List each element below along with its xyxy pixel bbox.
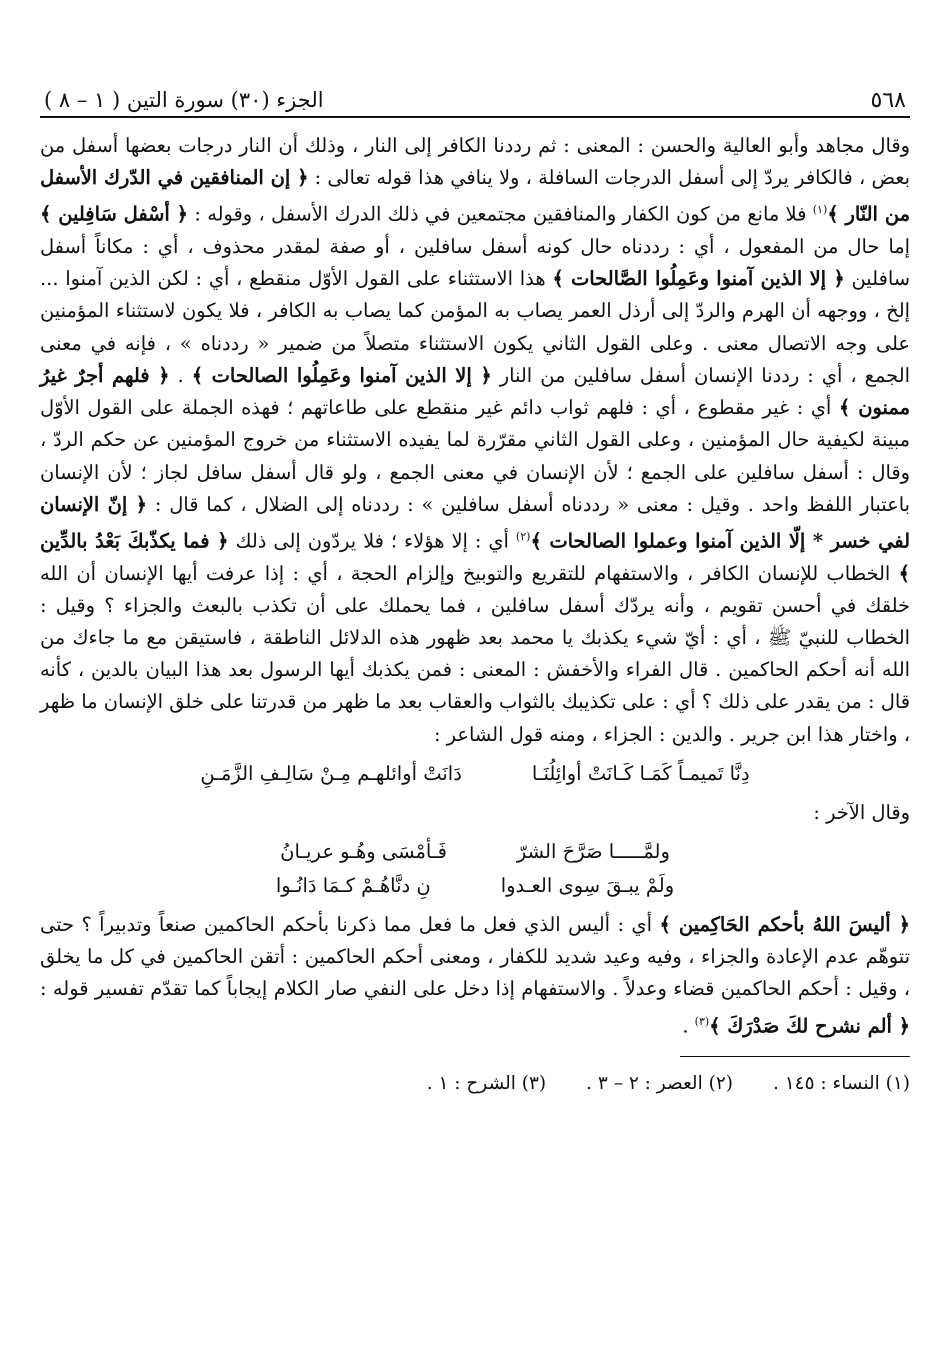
hemistich-left: نِ دنَّاهُـمْ كـمَا دَانُـوا: [275, 874, 431, 897]
footnote-ref: (٣): [694, 1014, 710, 1028]
text-run: الخطاب للإنسان الكافر ، والاستفهام للتقريع والتوبيخ وإلزام الحجة ، أي : إذا عرفت أيها الإنسان أن الله خلقك في أحسن تقويم ، وأنه يردّك أسفل سافلين ، فما يحملك على أن تكذب بالبعث والجزاء ؟ وقيل : الخطاب للنبيّ ﷺ ، أي : أيّ شيء يكذبك يا محمد بعد ظهور هذه الدلائل الناطقة ، فاستيقن مع ما جاءك من الله أنه أحكم الحاكمين . قال الفراء والأخفش : المعنى : فمن يكذبك أيها الرسول بعد هذا البيان بالدين ، كأنه قال : من يقدر على ذلك ؟ أي : على تكذيبك بالثواب والعقاب بعد ما ظهر من قدرتنا على خلق الإنسان ما ظهر ، واختار هذا ابن جرير . والدين : الجزاء ، ومنه قول الشاعر :: [40, 561, 910, 746]
running-header: [40, 88, 910, 118]
text-run: أي : غير مقطوع ، أي : فلهم ثواب دائم غير منقطع على طاعاتهم ؛ فهذه الجملة على القول الأوّل مبينة لكيفية حال المؤمنين ، وعلى القول الثاني مقرّرة لما يفيده الاستثناء من خروج المؤمنين عن حكم الردّ ، وقال : أسفل سافلين على الجمع ؛ لأن الإنسان في معنى الجمع ، ولو قال أسفل سافل لجاز ؛ لأن الإنسان باعتبار اللفظ واحد . وقيل : معنى « رددناه أسفل سافلين » : رددناه إلى الضلال ، كما قال :: [40, 396, 911, 516]
footnote-ref: (١): [812, 203, 828, 217]
footnote-1: (١) النساء : ١٤٥ .: [772, 1073, 910, 1095]
hemistich-right: دِنَّا تَميمـاً كَمَـا كَـانَتْ أوائِلُنَـا: [531, 761, 750, 785]
text-run: .: [682, 1014, 695, 1038]
footnote-3: (٣) الشرح : ١ .: [426, 1073, 547, 1095]
main-text: [40, 130, 910, 1042]
quran-quote: ﴿ فما يكذّبكَ بَعْدُ بالدِّين ﴾: [40, 529, 910, 585]
hemistich-left: دَانَتْ أوائلهـم مِـنْ سَالِـفِ الزَّمَـنِ: [200, 761, 462, 785]
text-run: إما حال من المفعول ، أي : رددناه حال كونه أسفل سافلين ، أو صفة لمقدر محذوف ، أي : مكاناً أسفل سافلين: [40, 235, 910, 291]
footnote-ref: (٢): [515, 529, 531, 543]
text-run: فلا مانع من كون الكفار والمنافقين مجتمعين في ذلك الدرك الأسفل ، وقوله :: [188, 202, 813, 226]
poem-verses-2: [40, 835, 910, 903]
quran-quote: ﴿ أسْفل سَافِلين ﴾: [40, 202, 189, 226]
text-run: أي : أليس الذي فعل ما فعل مما ذكرنا بأحكم الحاكمين صنعاً وتدبيراً ؟ حتى تتوهّم عدم الإعادة والجزاء ، وفيه وعيد شديد للكفار ، ومعنى أحكم الحاكمين : أتقن الحاكمين في كل ما يخلق ، وقيل : أحكم الحاكمين قضاء وعدلاً . والاستفهام إذا دخل على النفي صار الكلام إيجاباً كما تقدّم تفسير قوله :: [40, 913, 910, 1001]
hemistich-right: ولمَّـــــا صَرَّحَ الشرّ: [516, 840, 670, 863]
header-title: الجزء (٣٠) سورة التين ( ١ – ٨ ): [44, 88, 324, 112]
text-run: .: [169, 363, 192, 387]
footnote-2: (٢) العصر : ٢ – ٣ .: [586, 1073, 733, 1095]
text-run: أي : إلا هؤلاء ؛ فلا يردّون إلى ذلك: [228, 529, 516, 553]
text-run: هذا الاستثناء على القول الأوّل منقطع ، أي : لكن الذين آمنوا ... إلخ ، ووجهه أن الهرم والردّ إلى أرذل العمر يصاب به المؤمن كما يصاب به الكافر ، فلا يكون لاستثناء المؤمنين على وجه الاتصال معنى . وعلى القول الثاني يكون الاستثناء متصلاً من ضمير « رددناه » ، فإنه في معنى الجمع ، أي : رددنا الإنسان أسفل سافلين من النار: [40, 267, 910, 387]
quran-quote: ﴿ أليسَ اللهُ بأحكم الحَاكِمين ﴾: [659, 913, 910, 936]
poem-verse-1: [40, 757, 910, 791]
footnotes: [40, 1073, 910, 1094]
hemistich-right: ولَمْ يبـقَ سِوى العـدوا: [500, 874, 675, 897]
page: [40, 88, 910, 1094]
text-run: وقال مجاهد وأبو العالية والحسن : المعنى : ثم رددنا الكافر إلى النار ، وذلك أن النار درجات بعضها أسفل من بعض ، فالكافر يردّ إلى أسفل الدرجات السافلة ، ولا ينافي هذا قوله تعالى :: [40, 134, 910, 190]
hemistich-left: فَـأمْسَى وهُـو عريـانُ: [280, 840, 447, 863]
quran-quote: ﴿ ألم نشرح لكَ صَدْرَكَ ﴾: [709, 1014, 910, 1038]
other-poet-label: وقال الآخر :: [813, 800, 910, 824]
quran-quote: ﴿ إن المنافقين في الدّرك الأسفل من النّار ﴾: [40, 166, 910, 226]
quran-quote: ﴿ فلهم أجرٌ غيرُ ممنون ﴾: [40, 363, 911, 420]
footnote-divider: [680, 1056, 910, 1057]
paragraph-1: [40, 130, 910, 751]
paragraph-2: [40, 909, 910, 1042]
quran-quote: ﴿ إلا الذين آمنوا وعَمِلُوا الصَّالحات ﴾: [552, 267, 845, 291]
quran-quote: ﴿ إلا الذين آمنوا وعَمِلُوا الصالحات ﴾: [191, 363, 492, 387]
page-number: ٥٦٨: [870, 88, 906, 113]
quran-quote: ﴿ إنّ الإنسان لفي خسر * إلّا الذين آمنوا وعملوا الصالحات ﴾: [40, 492, 910, 553]
